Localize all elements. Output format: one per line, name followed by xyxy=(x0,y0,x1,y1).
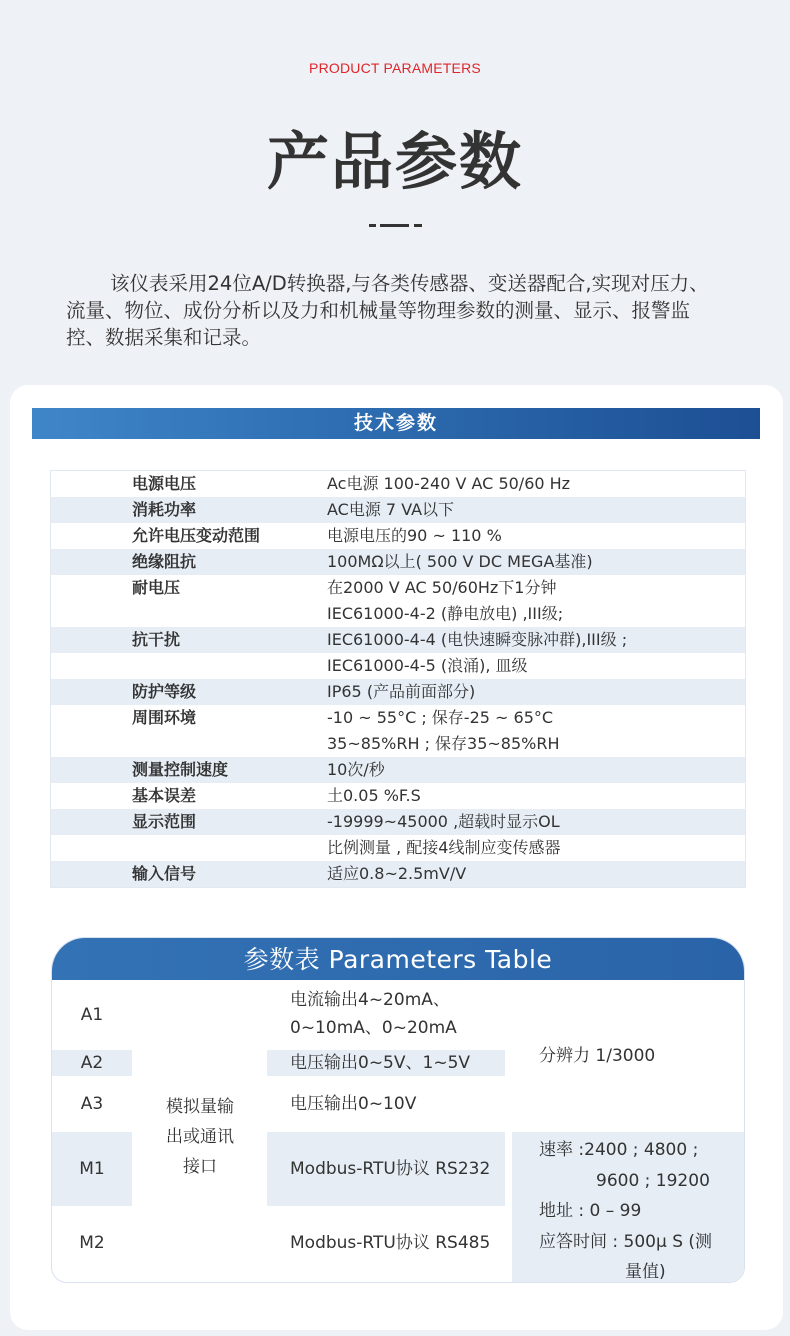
spec-label: 抗干扰 xyxy=(132,630,181,649)
spec-row xyxy=(51,497,745,523)
comm-line: 地址 : 0 – 99 xyxy=(539,1201,642,1221)
spec-row xyxy=(51,679,745,705)
spec-row xyxy=(51,783,745,809)
interface-group-line: 模拟量输 xyxy=(166,1097,234,1117)
comm-line: 速率 :2400 ; 4800 ; xyxy=(539,1140,699,1160)
spec-value: 35~85%RH ; 保存35~85%RH xyxy=(327,734,560,753)
parameters-table xyxy=(51,937,745,1283)
resolution-cell: 分辨力 1/3000 xyxy=(539,1046,656,1066)
output-line: 电流输出4~20mA、 xyxy=(290,990,450,1010)
intro-paragraph: 该仪表采用24位A/D转换器,与各类传感器、变送器配合,实现对压力、流量、物位、成份分析以及力和机械量等物理参数的测量、显示、报警监控、数据采集和记录。 xyxy=(66,272,709,349)
interface-group-line: 接口 xyxy=(183,1157,217,1177)
section-eyebrow: PRODUCT PARAMETERS xyxy=(309,60,481,76)
spec-label: 允许电压变动范围 xyxy=(132,526,261,545)
spec-row xyxy=(51,523,745,549)
interface-group-line: 出或通讯 xyxy=(166,1127,234,1147)
code-cell: A2 xyxy=(52,1050,132,1076)
output-line: 0~10mA、0~20mA xyxy=(290,1018,457,1038)
output-cell: Modbus-RTU协议 RS232 xyxy=(267,1132,505,1206)
spec-value: Ac电源 100-240 V AC 50/60 Hz xyxy=(327,474,571,493)
spec-row xyxy=(51,627,745,653)
code-cell: M2 xyxy=(79,1233,105,1253)
spec-value: 10次/秒 xyxy=(327,760,385,779)
comm-settings-cell xyxy=(512,1132,745,1283)
spec-label: 消耗功率 xyxy=(132,500,197,519)
spec-row xyxy=(51,835,745,861)
spec-label: 耐电压 xyxy=(132,578,181,597)
spec-label: 基本误差 xyxy=(132,786,197,805)
output-cell: 电压输出0~5V、1~5V xyxy=(267,1050,505,1076)
spec-row xyxy=(51,861,745,887)
spec-section-title: 技术参数 xyxy=(32,408,760,439)
spec-value: 电源电压的90 ~ 110 % xyxy=(327,526,502,545)
interface-group-cell xyxy=(140,980,260,1283)
spec-row xyxy=(51,549,745,575)
spec-label: 电源电压 xyxy=(132,474,197,493)
comm-line: 9600 ; 19200 xyxy=(596,1170,710,1191)
spec-value: IEC61000-4-4 (电快速瞬变脉冲群),III级 ; xyxy=(327,630,628,649)
spec-label: 输入信号 xyxy=(132,864,197,883)
output-cell: 电压输出0~10V xyxy=(290,1094,417,1114)
spec-row xyxy=(51,705,745,757)
spec-value: 比例测量 , 配接4线制应变传感器 xyxy=(327,838,561,857)
code-cell: A1 xyxy=(80,1005,104,1025)
page-title: 产品参数 xyxy=(266,125,523,198)
spec-value: 在2000 V AC 50/60Hz下1分钟 xyxy=(327,578,557,597)
spec-label: 绝缘阻抗 xyxy=(132,552,197,571)
comm-line: 量值) xyxy=(625,1262,666,1282)
code-cell: M1 xyxy=(52,1132,132,1206)
spec-value: IP65 (产品前面部分) xyxy=(327,682,476,701)
spec-value: 适应0.8~2.5mV/V xyxy=(327,864,467,883)
title-divider xyxy=(369,222,423,230)
spec-value: IEC61000-4-5 (浪涌), 皿级 xyxy=(327,656,528,675)
spec-label: 显示范围 xyxy=(132,812,197,831)
spec-row xyxy=(51,471,745,497)
code-cell: A3 xyxy=(80,1094,104,1114)
spec-value: 100MΩ以上( 500 V DC MEGA基准) xyxy=(327,552,593,571)
spec-row xyxy=(51,809,745,835)
spec-value: -19999~45000 ,超载时显示OL xyxy=(327,812,560,831)
spec-value: AC电源 7 VA以下 xyxy=(327,500,455,519)
spec-label: 周围环境 xyxy=(132,708,197,727)
spec-table xyxy=(50,470,746,888)
parameters-table-title: 参数表 Parameters Table xyxy=(52,938,744,980)
spec-value: -10 ~ 55°C ; 保存-25 ~ 65°C xyxy=(327,708,554,727)
spec-row xyxy=(51,653,745,679)
output-cell: Modbus-RTU协议 RS485 xyxy=(290,1233,491,1253)
output-cell xyxy=(267,980,505,1050)
spec-label: 防护等级 xyxy=(132,682,197,701)
spec-label: 测量控制速度 xyxy=(132,760,229,779)
spec-row xyxy=(51,757,745,783)
comm-line: 应答时间 : 500μ S (测 xyxy=(539,1231,713,1252)
spec-value: 土0.05 %F.S xyxy=(327,786,421,805)
spec-value: IEC61000-4-2 (静电放电) ,III级; xyxy=(327,604,564,623)
spec-row xyxy=(51,575,745,627)
